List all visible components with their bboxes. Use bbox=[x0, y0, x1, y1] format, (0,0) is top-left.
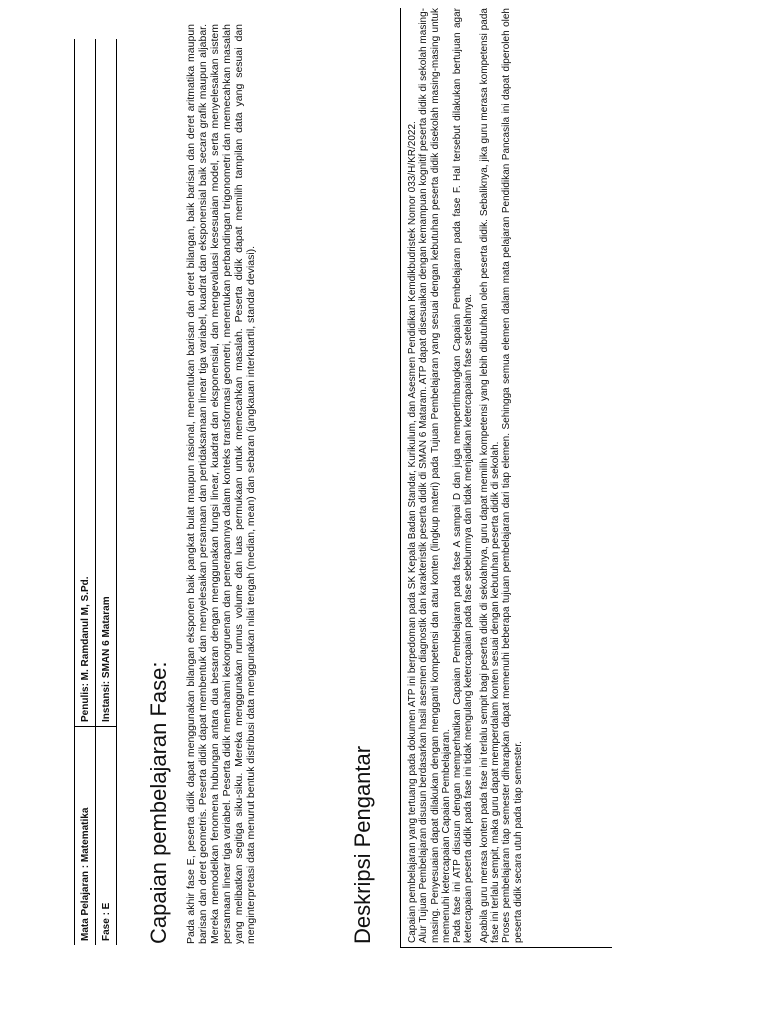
deskripsi-paragraph: Pada fase ini ATP disusun dengan memperhatikan Capaian Pembelajaran pada fase A sampai D dan juga mempertimbangkan Capaian Pembelajaran pada fase F. Hal tersebut dilakukan bertujuan agar ketercapaian peserta didik pada fase ini tidak mengulang ketercapaian pada fase sebelumnya dan tidak menjadikan ketercapaian fase setelahnya. bbox=[452, 8, 475, 943]
capaian-body: Pada akhir fase E, peserta didik dapat menggunakan bilangan eksponen baik pangkat bulat maupun rasional, menentukan barisan dan deret bilangan, baik barisan dan deret aritmatika maupun barisan dan deret geometris. Peserta didik dapat membentuk dan menyelesaikan persamaan dan pertidaksamaan linear tiga variabel, kuadrat dan eksponensial baik secara grafik maupun aljabar. Mereka memodelkan fenomena hubungan antara dua besaran dengan menggunakan fungsi linear, kuadrat dan eksponensial, dan mengevaluasi kesesuaian model, serta menyelesaikan sistem persamaan linear tiga variabel. Peserta didik memahami kekongruenan dan penerapannya dalam konteks transformasi geometri, menentukan perbandingan trigonometri dan memecahkan masalah yang melibatkan segitiga siku-siku. Mereka menggunakan rumus volume dan luas permukaan untuk memecahkan masalah. Peserta didik dapat memilih tampilan data yang sesuai dan menginterpretasi data menurut bentuk distribusi data menggunakan nilai tengah (median, mean) dan sebaran (jangkauan interkuartil, standar deviasi). bbox=[185, 24, 257, 944]
deskripsi-box bbox=[400, 8, 612, 948]
deskripsi-paragraph: Alur Tujuan Pembelajaran disusun berdasarkan hasil asesmen diagnostik dan karakteristik peserta didik di SMAN 6 Mataram. ATP dapat disesuaikan dengan kemampuan kognitif peserta didik di sekolah masing-masing. Penyesuaian dapat dilakukan dengan mengganti kompetensi dan atau konten (lingkup materi) pada Tujuan Pembelajaran yang sesuai dengan kebutuhan peserta didik disekolah masing-masing untuk memenuhi ketercapaian Capaian Pembelajaran. bbox=[418, 8, 452, 943]
capaian-title: Capaian pembelajaran Fase: bbox=[146, 661, 171, 944]
institution-cell: Instansi: SMAN 6 Mataram bbox=[96, 39, 117, 727]
deskripsi-paragraph: Capaian pembelajaran yang tertuang pada dokumen ATP ini berpedoman pada SK Kepala Badan Standar, Kurikulum, dan Asesmen Pendidikan Kemdikbudristek Nomor 033/H/KR/2022. bbox=[407, 121, 418, 943]
header-table bbox=[74, 39, 117, 945]
deskripsi-paragraph: Proses pembelajaran tiap semester diharapkan dapat memenuhi beberapa tujuan pembelajaran dari tiap elemen. Sehingga semua elemen dalam mata pelajaran Pendidikan Pancasila ini dapat diperoleh oleh peserta didik secara utuh pada tiap semester. bbox=[501, 8, 524, 943]
subject-cell: Mata Pelajaran : Matematika bbox=[75, 727, 96, 946]
header-row bbox=[75, 39, 96, 945]
deskripsi-title: Deskripsi Pengantar bbox=[350, 745, 375, 944]
header-row bbox=[96, 39, 117, 945]
author-cell: Penulis: M. Ramdanul M, S.Pd. bbox=[79, 576, 91, 722]
deskripsi-paragraph: Apabila guru merasa konten pada fase ini terlalu sempit bagi peserta didik di sekolahnya, guru dapat memilih kompetensi yang lebih dibutuhkan oleh peserta didik. Sebaliknya, jika guru merasa kompetensi pada fase ini terlalu sempit, maka guru dapat memperdalam konten sesuai dengan kebutuhan peserta didik di sekolah. bbox=[478, 8, 502, 943]
phase-cell: Fase : E bbox=[96, 727, 117, 946]
